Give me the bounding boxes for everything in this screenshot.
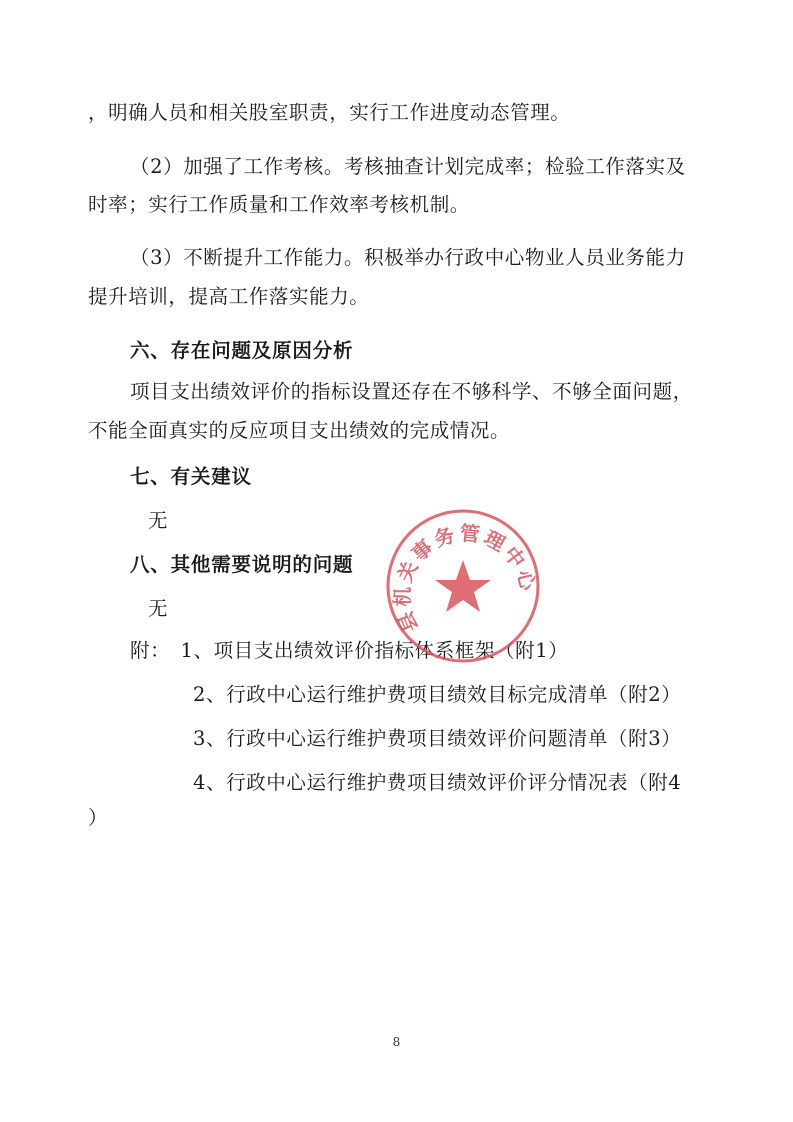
text-line: 无 [148, 509, 169, 532]
text-line: ，明确人员和相关股室职责，实行工作进度动态管理。 [88, 101, 571, 124]
text-line: 时率；实行工作质量和工作效率考核机制。 [88, 193, 470, 216]
official-seal-stamp [385, 508, 541, 664]
text-line: （3）不断提升工作能力。积极举办行政中心物业人员业务能力 [130, 246, 686, 269]
attachment-item: 3、行政中心运行维护费项目绩效评价问题清单（附3） [193, 727, 682, 750]
section-heading: 六、存在问题及原因分析 [130, 339, 354, 362]
page-number: 8 [392, 1035, 401, 1049]
star-icon [435, 560, 491, 612]
section-heading: 八、其他需要说明的问题 [130, 553, 354, 576]
section-heading: 七、有关建议 [130, 465, 252, 488]
attachment-item: 附： 1、项目支出绩效评价指标体系框架（附1） [130, 639, 569, 662]
seal-text: 县机关事务管理中心 [390, 520, 541, 636]
text-line: 项目支出绩效评价的指标设置还存在不够科学、不够全面问题， [130, 380, 693, 403]
text-line: 不能全面真实的反应项目支出绩效的完成情况。 [88, 419, 511, 442]
attachment-item: 2、行政中心运行维护费项目绩效目标完成清单（附2） [193, 683, 682, 706]
text-line: 提升培训，提高工作落实能力。 [88, 285, 370, 308]
attachment-item: 4、行政中心运行维护费项目绩效评价评分情况表（附4 [193, 771, 682, 794]
text-line: （2）加强了工作考核。考核抽查计划完成率；检验工作落实及 [130, 155, 686, 178]
text-line: 无 [148, 597, 169, 620]
text-line: ） [88, 806, 109, 829]
